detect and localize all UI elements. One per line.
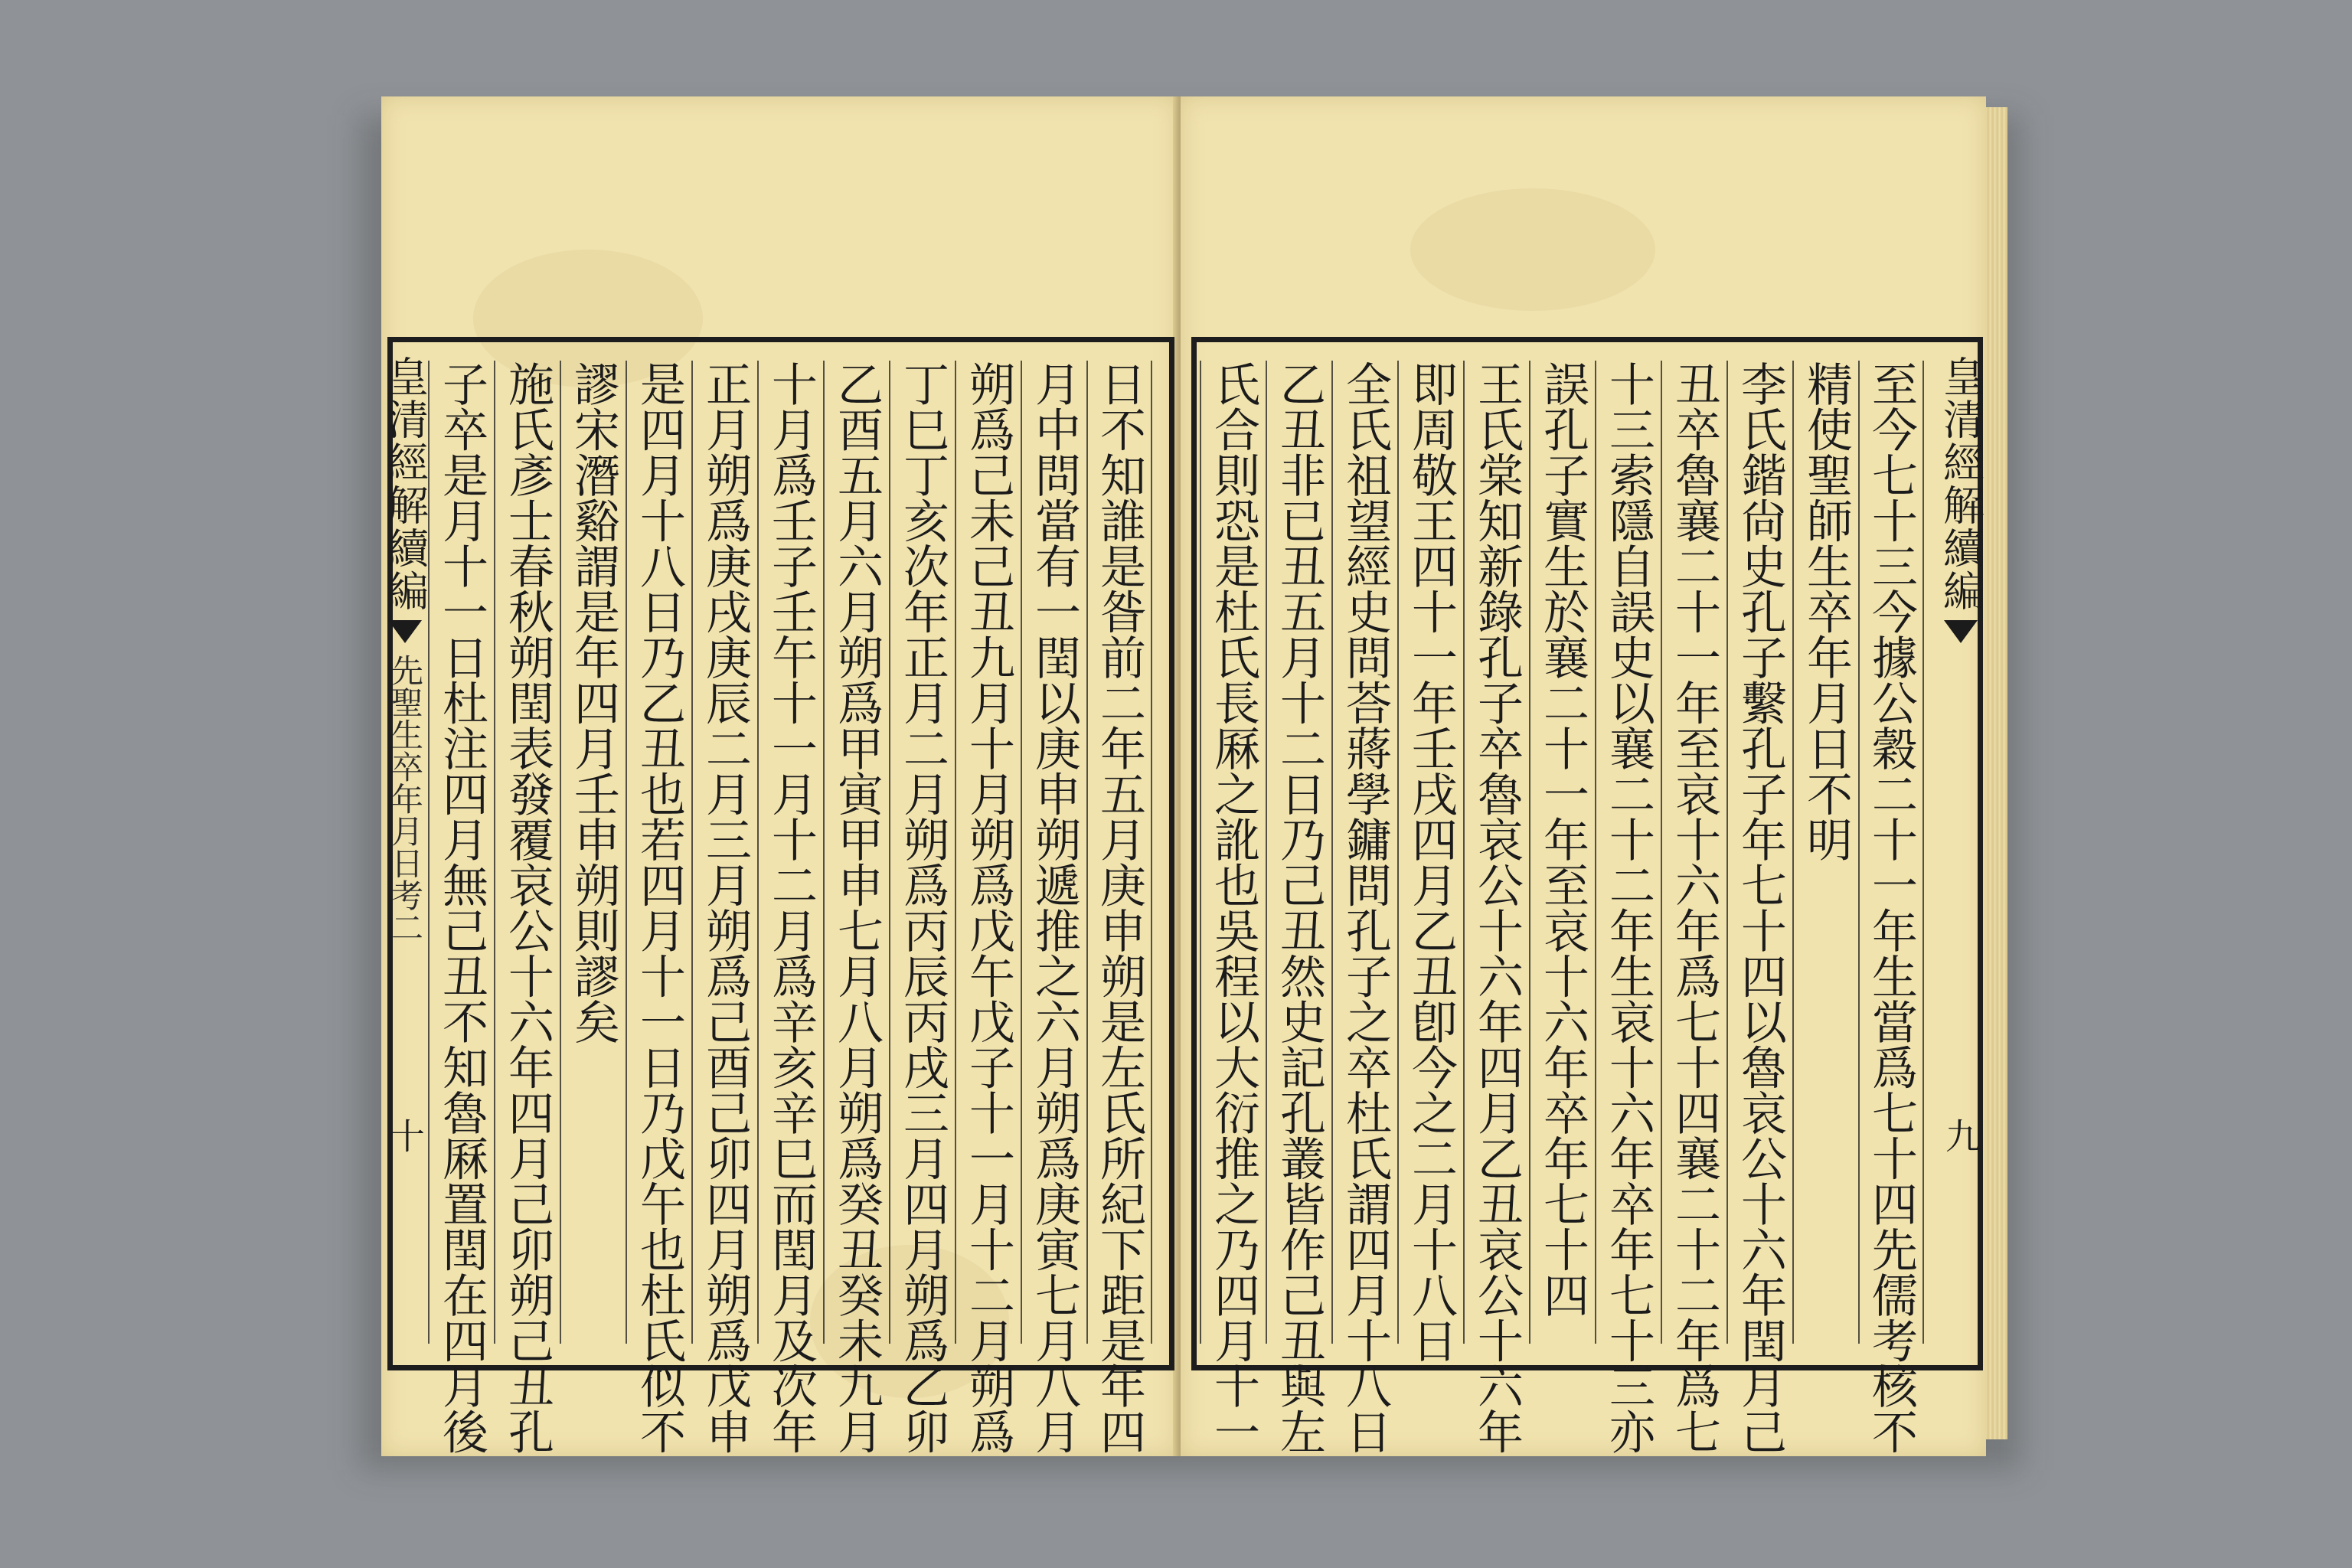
text-column bbox=[1331, 361, 1397, 1454]
column-text: 王氏棠知新錄孔子卒魯哀公十六年四月乙丑哀公十六年 bbox=[1470, 361, 1524, 1454]
text-column bbox=[1086, 361, 1152, 1454]
text-column bbox=[1021, 361, 1086, 1454]
book-title: 皇清經解續編 bbox=[1936, 355, 1985, 612]
column-text: 精使聖師生卒年月日不明 bbox=[1799, 361, 1853, 862]
column-text: 氏合則恐是杜氏長厤之訛也吳程以大衍推之乃四月十一 bbox=[1207, 361, 1260, 1454]
column-text: 至今七十三今據公穀二十一年生當爲七十四先儒考核不 bbox=[1864, 361, 1918, 1454]
column-text: 朔爲己未己丑九月十月朔爲戊午戊子十一月十二月朔爲 bbox=[962, 361, 1015, 1454]
text-column bbox=[1595, 361, 1661, 1454]
column-text: 謬宋潛谿謂是年四月壬申朔則謬矣 bbox=[567, 361, 620, 1044]
text-column bbox=[889, 361, 955, 1454]
text-column bbox=[428, 361, 494, 1454]
column-text: 十月爲壬子壬午十一月十二月爲辛亥辛巳而閏月及次年 bbox=[764, 361, 818, 1454]
column-text: 丑卒魯襄二十一年至哀十六年爲七十四襄二十二年爲七 bbox=[1668, 361, 1721, 1454]
left-page-margin bbox=[381, 337, 429, 1370]
column-text: 乙酉五月六月朔爲甲寅甲申七月八月朔爲癸丑癸未九月 bbox=[830, 361, 884, 1454]
fish-tail-mark bbox=[1944, 620, 1978, 643]
column-text: 李氏鍇尙史孔子繫孔子年七十四以魯哀公十六年閏月己 bbox=[1733, 361, 1787, 1454]
text-column bbox=[1529, 361, 1595, 1344]
text-column bbox=[823, 361, 889, 1454]
column-text: 是四月十八日乃乙丑也若四月十一日乃戊午也杜氏似不 bbox=[632, 361, 686, 1454]
column-text: 即周敬王四十一年壬戌四月乙丑卽今之二月十八日 bbox=[1404, 361, 1458, 1363]
text-column bbox=[1266, 361, 1331, 1454]
column-text: 誤孔子實生於襄二十一年至哀十六年卒年七十四 bbox=[1536, 361, 1589, 1318]
left-text-frame bbox=[387, 337, 1174, 1454]
text-column bbox=[626, 361, 691, 1454]
text-column bbox=[1463, 361, 1529, 1454]
column-text: 月中問當有一閏以庚申朔遞推之六月朔爲庚寅七月八月 bbox=[1027, 361, 1081, 1454]
text-column bbox=[691, 361, 757, 1454]
column-text: 日不知誰是昝前二年五月庚申朔是左氏所紀下距是年四 bbox=[1093, 361, 1146, 1454]
column-text: 乙丑非已丑五月十二日乃己丑然史記孔叢皆作己丑與左 bbox=[1272, 361, 1326, 1454]
text-column bbox=[1397, 361, 1463, 1363]
column-text: 全氏祖望經史問荅蔣學鏞問孔子之卒杜氏謂四月十八日 bbox=[1338, 361, 1392, 1454]
column-text: 正月朔爲庚戌庚辰二月三月朔爲己酉己卯四月朔爲戊申 bbox=[698, 361, 752, 1454]
text-column bbox=[955, 361, 1021, 1454]
text-column bbox=[560, 361, 626, 1344]
column-text: 子卒是月十一日杜注四月無己丑不知魯厤置閏在四月後 bbox=[435, 361, 488, 1454]
right-page-margin bbox=[1937, 337, 1984, 1370]
text-column bbox=[1661, 361, 1726, 1454]
fish-tail-mark bbox=[388, 620, 422, 643]
page-edges bbox=[1986, 107, 2007, 1439]
column-text: 施氏彥士春秋朔閏表發覆哀公十六年四月己卯朔己丑孔 bbox=[501, 361, 554, 1454]
text-column bbox=[494, 361, 560, 1454]
column-text: 十三索隱自誤史以襄二十二年生哀十六年卒年七十三亦 bbox=[1602, 361, 1655, 1454]
text-column bbox=[1200, 361, 1266, 1454]
text-column bbox=[1726, 361, 1792, 1454]
page-number: 十 bbox=[384, 1118, 426, 1153]
chapter-title: 先聖生卒年月日考二 bbox=[387, 654, 424, 943]
text-column bbox=[1792, 361, 1858, 1344]
page-number: 九 bbox=[1940, 1118, 1981, 1153]
book-title: 皇清經解續編 bbox=[381, 355, 430, 612]
text-column bbox=[1858, 361, 1924, 1454]
right-text-frame bbox=[1191, 337, 1983, 1454]
text-column bbox=[757, 361, 823, 1454]
column-text: 丁巳丁亥次年正月二月朔爲丙辰丙戌三月四月朔爲乙卯 bbox=[896, 361, 949, 1454]
